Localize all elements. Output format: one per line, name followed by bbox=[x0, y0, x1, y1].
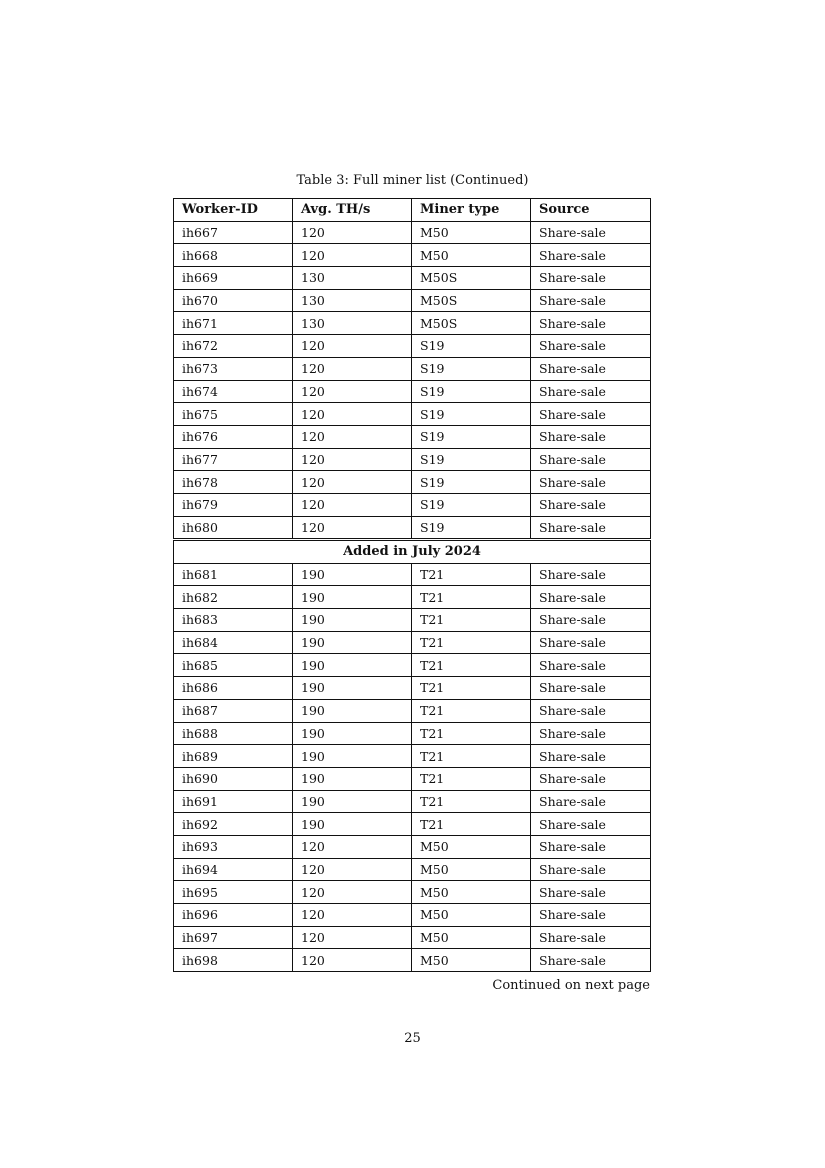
worker-id-cell: ih697 bbox=[174, 926, 293, 949]
worker-id-cell: ih691 bbox=[174, 790, 293, 813]
miner-type-cell: M50 bbox=[412, 835, 531, 858]
worker-id-cell: ih670 bbox=[174, 289, 293, 312]
miner-type-cell: M50 bbox=[412, 858, 531, 881]
miner-type-cell: T21 bbox=[412, 677, 531, 700]
source-cell: Share-sale bbox=[531, 858, 651, 881]
table-header-row bbox=[174, 199, 651, 222]
worker-id-cell: ih686 bbox=[174, 677, 293, 700]
miner-type-cell: T21 bbox=[412, 813, 531, 836]
avg-ths-cell: 120 bbox=[293, 448, 412, 471]
table-row bbox=[174, 403, 651, 426]
worker-id-cell: ih674 bbox=[174, 380, 293, 403]
source-cell: Share-sale bbox=[531, 516, 651, 539]
miner-type-cell: M50 bbox=[412, 926, 531, 949]
miner-type-cell: T21 bbox=[412, 586, 531, 609]
avg-ths-cell: 190 bbox=[293, 586, 412, 609]
table-row bbox=[174, 380, 651, 403]
page-number: 25 bbox=[404, 1031, 421, 1046]
miner-type-cell: T21 bbox=[412, 699, 531, 722]
source-cell: Share-sale bbox=[531, 312, 651, 335]
source-cell: Share-sale bbox=[531, 403, 651, 426]
table-row bbox=[174, 881, 651, 904]
miner-type-cell: S19 bbox=[412, 425, 531, 448]
source-cell: Share-sale bbox=[531, 904, 651, 927]
source-cell: Share-sale bbox=[531, 448, 651, 471]
table-row bbox=[174, 722, 651, 745]
source-cell: Share-sale bbox=[531, 790, 651, 813]
source-cell: Share-sale bbox=[531, 722, 651, 745]
miner-type-cell: M50 bbox=[412, 221, 531, 244]
table-row bbox=[174, 448, 651, 471]
table-row bbox=[174, 586, 651, 609]
source-cell: Share-sale bbox=[531, 767, 651, 790]
worker-id-cell: ih667 bbox=[174, 221, 293, 244]
avg-ths-cell: 120 bbox=[293, 244, 412, 267]
source-cell: Share-sale bbox=[531, 835, 651, 858]
avg-ths-cell: 120 bbox=[293, 471, 412, 494]
source-cell: Share-sale bbox=[531, 586, 651, 609]
avg-ths-cell: 190 bbox=[293, 790, 412, 813]
miner-type-cell: M50S bbox=[412, 267, 531, 290]
table-row bbox=[174, 312, 651, 335]
table-row bbox=[174, 949, 651, 972]
source-cell: Share-sale bbox=[531, 813, 651, 836]
worker-id-cell: ih684 bbox=[174, 631, 293, 654]
table-caption: Table 3: Full miner list (Continued) bbox=[296, 173, 529, 188]
miner-type-cell: M50 bbox=[412, 244, 531, 267]
miner-type-cell: M50 bbox=[412, 881, 531, 904]
source-cell: Share-sale bbox=[531, 425, 651, 448]
table-row bbox=[174, 563, 651, 586]
miner-type-cell: T21 bbox=[412, 654, 531, 677]
table-row bbox=[174, 471, 651, 494]
table-row bbox=[174, 609, 651, 632]
worker-id-cell: ih694 bbox=[174, 858, 293, 881]
worker-id-cell: ih695 bbox=[174, 881, 293, 904]
miner-table-top bbox=[173, 198, 651, 539]
avg-ths-cell: 120 bbox=[293, 858, 412, 881]
worker-id-cell: ih683 bbox=[174, 609, 293, 632]
source-cell: Share-sale bbox=[531, 493, 651, 516]
avg-ths-cell: 190 bbox=[293, 677, 412, 700]
worker-id-cell: ih673 bbox=[174, 357, 293, 380]
avg-ths-cell: 120 bbox=[293, 926, 412, 949]
miner-type-cell: T21 bbox=[412, 790, 531, 813]
miner-type-cell: M50S bbox=[412, 289, 531, 312]
table-row bbox=[174, 221, 651, 244]
miner-type-cell: T21 bbox=[412, 609, 531, 632]
avg-ths-cell: 130 bbox=[293, 289, 412, 312]
table-row bbox=[174, 654, 651, 677]
miner-type-cell: T21 bbox=[412, 722, 531, 745]
avg-ths-cell: 190 bbox=[293, 722, 412, 745]
table-row bbox=[174, 631, 651, 654]
source-cell: Share-sale bbox=[531, 949, 651, 972]
table-row bbox=[174, 835, 651, 858]
table-row bbox=[174, 493, 651, 516]
miner-type-cell: S19 bbox=[412, 380, 531, 403]
worker-id-cell: ih688 bbox=[174, 722, 293, 745]
worker-id-cell: ih698 bbox=[174, 949, 293, 972]
avg-ths-cell: 190 bbox=[293, 745, 412, 768]
table-row bbox=[174, 335, 651, 358]
header-source: Source bbox=[531, 199, 651, 222]
worker-id-cell: ih676 bbox=[174, 425, 293, 448]
table-row bbox=[174, 904, 651, 927]
worker-id-cell: ih668 bbox=[174, 244, 293, 267]
table-row bbox=[174, 244, 651, 267]
source-cell: Share-sale bbox=[531, 289, 651, 312]
source-cell: Share-sale bbox=[531, 699, 651, 722]
worker-id-cell: ih680 bbox=[174, 516, 293, 539]
avg-ths-cell: 120 bbox=[293, 835, 412, 858]
avg-ths-cell: 130 bbox=[293, 312, 412, 335]
table-row bbox=[174, 267, 651, 290]
worker-id-cell: ih675 bbox=[174, 403, 293, 426]
table-row bbox=[174, 745, 651, 768]
source-cell: Share-sale bbox=[531, 745, 651, 768]
miner-type-cell: T21 bbox=[412, 767, 531, 790]
miner-type-cell: S19 bbox=[412, 471, 531, 494]
table-row bbox=[174, 289, 651, 312]
source-cell: Share-sale bbox=[531, 471, 651, 494]
worker-id-cell: ih672 bbox=[174, 335, 293, 358]
avg-ths-cell: 120 bbox=[293, 881, 412, 904]
avg-ths-cell: 190 bbox=[293, 563, 412, 586]
table-row bbox=[174, 926, 651, 949]
worker-id-cell: ih682 bbox=[174, 586, 293, 609]
section-label: Added in July 2024 bbox=[174, 541, 651, 564]
avg-ths-cell: 190 bbox=[293, 699, 412, 722]
worker-id-cell: ih687 bbox=[174, 699, 293, 722]
worker-id-cell: ih696 bbox=[174, 904, 293, 927]
worker-id-cell: ih669 bbox=[174, 267, 293, 290]
miner-type-cell: M50 bbox=[412, 949, 531, 972]
worker-id-cell: ih685 bbox=[174, 654, 293, 677]
worker-id-cell: ih690 bbox=[174, 767, 293, 790]
miner-type-cell: T21 bbox=[412, 631, 531, 654]
worker-id-cell: ih692 bbox=[174, 813, 293, 836]
header-avg-ths: Avg. TH/s bbox=[293, 199, 412, 222]
avg-ths-cell: 190 bbox=[293, 609, 412, 632]
section-row bbox=[174, 541, 651, 564]
worker-id-cell: ih693 bbox=[174, 835, 293, 858]
header-miner-type: Miner type bbox=[412, 199, 531, 222]
source-cell: Share-sale bbox=[531, 267, 651, 290]
worker-id-cell: ih679 bbox=[174, 493, 293, 516]
source-cell: Share-sale bbox=[531, 609, 651, 632]
source-cell: Share-sale bbox=[531, 677, 651, 700]
miner-table-bottom bbox=[173, 540, 651, 972]
miner-type-cell: M50 bbox=[412, 904, 531, 927]
worker-id-cell: ih681 bbox=[174, 563, 293, 586]
avg-ths-cell: 120 bbox=[293, 949, 412, 972]
avg-ths-cell: 120 bbox=[293, 335, 412, 358]
avg-ths-cell: 120 bbox=[293, 493, 412, 516]
table-row bbox=[174, 357, 651, 380]
miner-type-cell: S19 bbox=[412, 357, 531, 380]
table-row bbox=[174, 677, 651, 700]
table-row bbox=[174, 425, 651, 448]
miner-type-cell: M50S bbox=[412, 312, 531, 335]
header-worker-id: Worker-ID bbox=[174, 199, 293, 222]
avg-ths-cell: 190 bbox=[293, 631, 412, 654]
table-row bbox=[174, 767, 651, 790]
source-cell: Share-sale bbox=[531, 881, 651, 904]
source-cell: Share-sale bbox=[531, 563, 651, 586]
miner-type-cell: S19 bbox=[412, 516, 531, 539]
miner-type-cell: S19 bbox=[412, 493, 531, 516]
avg-ths-cell: 120 bbox=[293, 904, 412, 927]
avg-ths-cell: 120 bbox=[293, 516, 412, 539]
table-row bbox=[174, 858, 651, 881]
source-cell: Share-sale bbox=[531, 244, 651, 267]
table-row bbox=[174, 699, 651, 722]
avg-ths-cell: 130 bbox=[293, 267, 412, 290]
miner-type-cell: T21 bbox=[412, 563, 531, 586]
continued-note: Continued on next page bbox=[492, 978, 650, 993]
table-row bbox=[174, 790, 651, 813]
avg-ths-cell: 190 bbox=[293, 654, 412, 677]
avg-ths-cell: 120 bbox=[293, 425, 412, 448]
table-row bbox=[174, 813, 651, 836]
avg-ths-cell: 190 bbox=[293, 813, 412, 836]
source-cell: Share-sale bbox=[531, 926, 651, 949]
avg-ths-cell: 120 bbox=[293, 357, 412, 380]
source-cell: Share-sale bbox=[531, 221, 651, 244]
table-row bbox=[174, 516, 651, 539]
avg-ths-cell: 120 bbox=[293, 380, 412, 403]
avg-ths-cell: 120 bbox=[293, 403, 412, 426]
source-cell: Share-sale bbox=[531, 631, 651, 654]
worker-id-cell: ih677 bbox=[174, 448, 293, 471]
source-cell: Share-sale bbox=[531, 357, 651, 380]
worker-id-cell: ih689 bbox=[174, 745, 293, 768]
miner-type-cell: S19 bbox=[412, 403, 531, 426]
worker-id-cell: ih678 bbox=[174, 471, 293, 494]
source-cell: Share-sale bbox=[531, 654, 651, 677]
avg-ths-cell: 120 bbox=[293, 221, 412, 244]
source-cell: Share-sale bbox=[531, 335, 651, 358]
miner-type-cell: S19 bbox=[412, 448, 531, 471]
miner-type-cell: S19 bbox=[412, 335, 531, 358]
worker-id-cell: ih671 bbox=[174, 312, 293, 335]
miner-type-cell: T21 bbox=[412, 745, 531, 768]
source-cell: Share-sale bbox=[531, 380, 651, 403]
avg-ths-cell: 190 bbox=[293, 767, 412, 790]
